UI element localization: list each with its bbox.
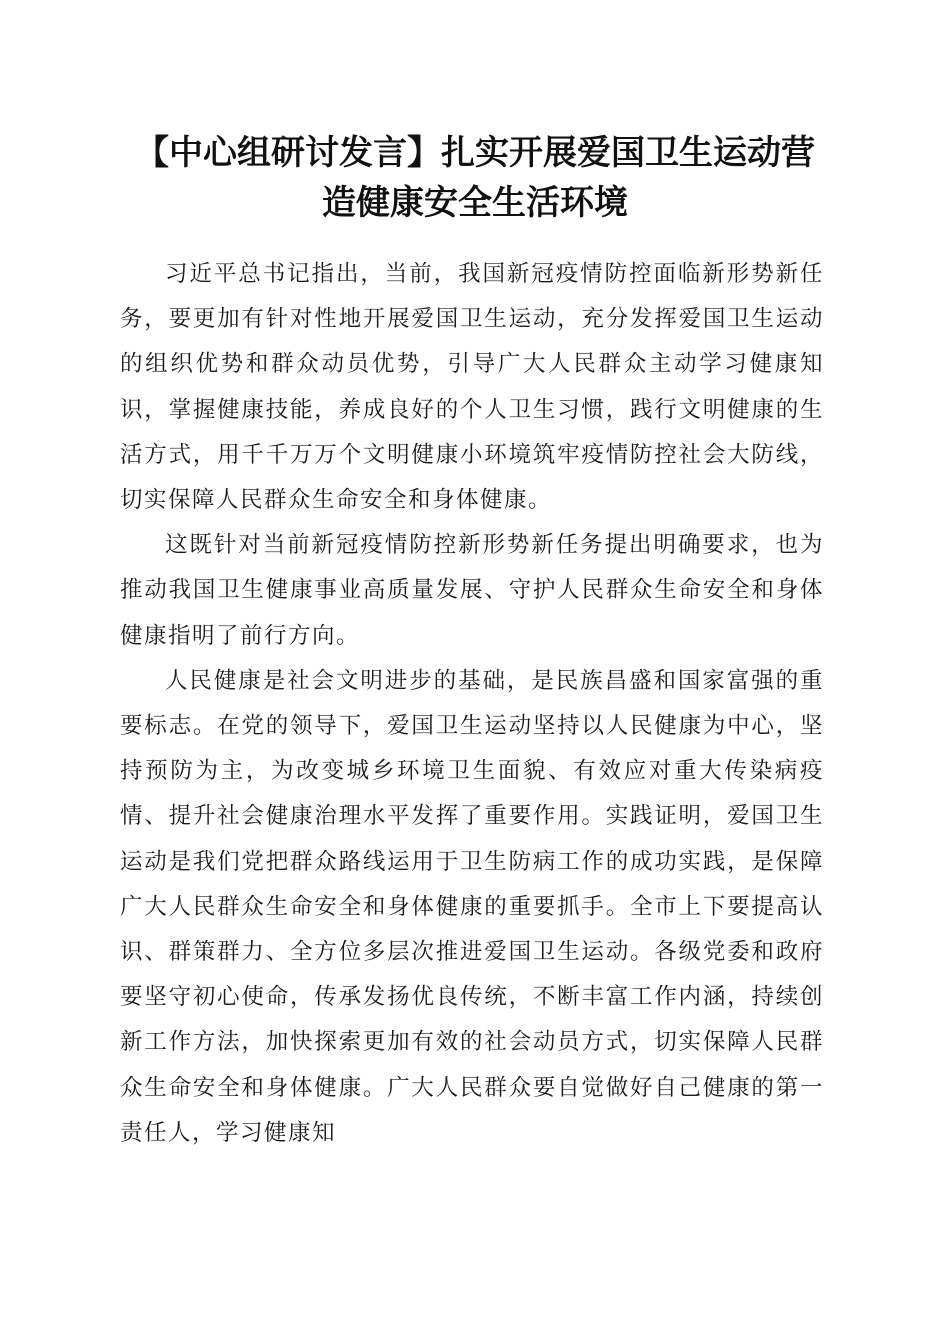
document-title [120, 128, 830, 228]
title-line-2: 造健康安全生活环境 [322, 183, 628, 223]
paragraph-2: 这既针对当前新冠疫情防控新形势新任务提出明确要求，也为推动我国卫生健康事业高质量发展、守护人民群众生命安全和身体健康指明了前行方向。 [120, 532, 824, 649]
document-body [120, 252, 824, 1156]
paragraph-1: 习近平总书记指出，当前，我国新冠疫情防控面临新形势新任务，要更加有针对性地开展爱国卫生运动，充分发挥爱国卫生运动的组织优势和群众动员优势，引导广大人民群众主动学习健康知识，掌握健康技能，养成良好的个人卫生习惯，践行文明健康的生活方式，用千千万万个文明健康小环境筑牢疫情防控社会大防线，切实保障人民群众生命安全和身体健康。 [120, 261, 824, 514]
paragraph-3: 人民健康是社会文明进步的基础，是民族昌盛和国家富强的重要标志。在党的领导下，爱国卫生运动坚持以人民健康为中心，坚持预防为主，为改变城乡环境卫生面貌、有效应对重大传染病疫情、提升社会健康治理水平发挥了重要作用。实践证明，爱国卫生运动是我们党把群众路线运用于卫生防病工作的成功实践，是保障广大人民群众生命安全和身体健康的重要抓手。全市上下要提高认识、群策群力、全方位多层次推进爱国卫生运动。各级党委和政府要坚守初心使命，传承发扬优良传统，不断丰富工作内涵，持续创新工作方法，加快探索更加有效的社会动员方式，切实保障人民群众生命安全和身体健康。广大人民群众要自觉做好自己健康的第一责任人，学习健康知 [120, 667, 824, 1146]
title-line-1: 【中心组研讨发言】扎实开展爱国卫生运动营 [135, 133, 815, 173]
